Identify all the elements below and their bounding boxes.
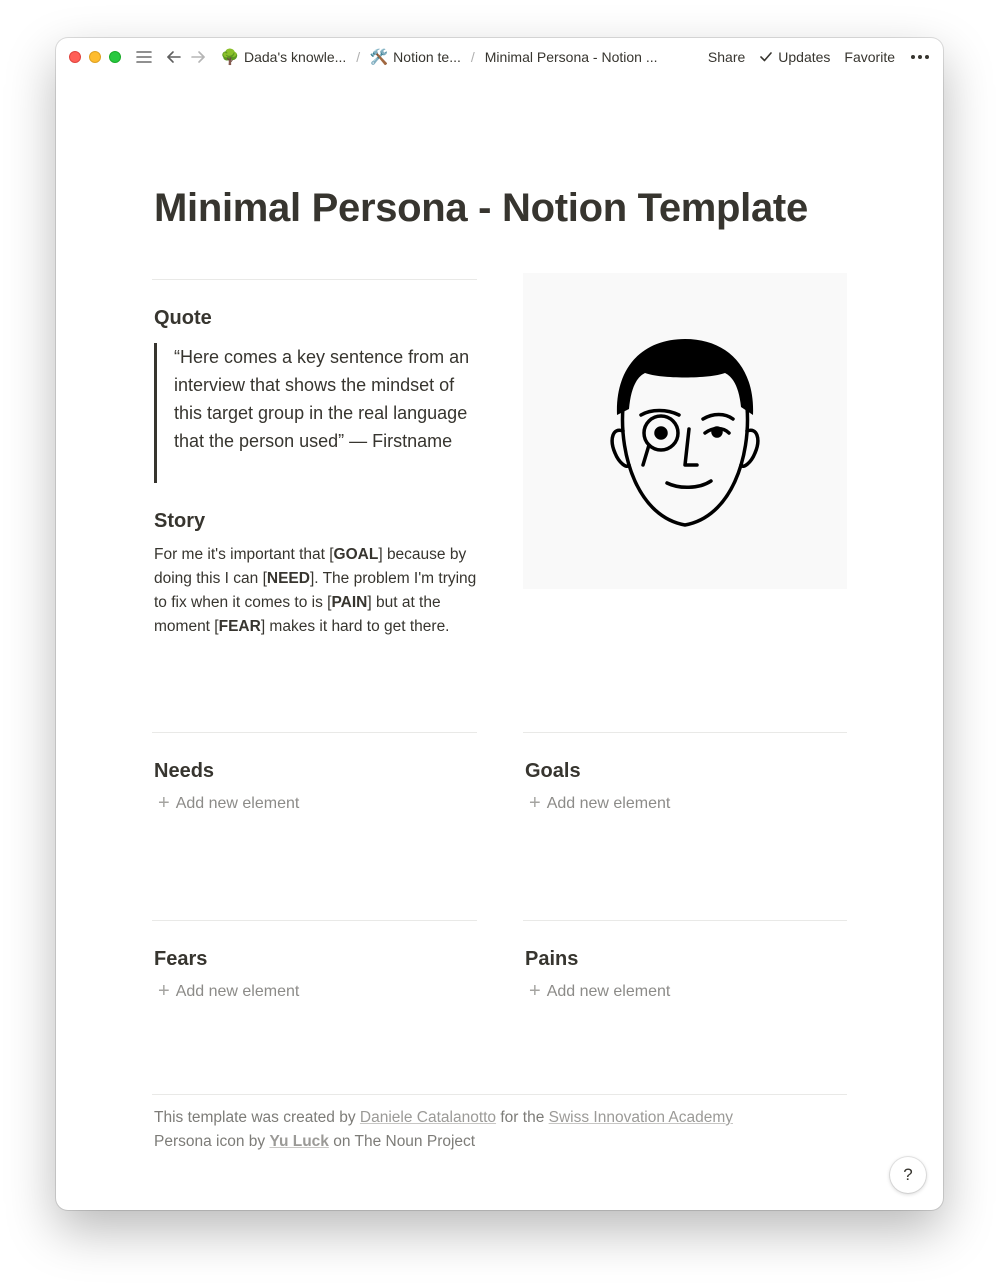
breadcrumb-item-current-page[interactable] [485,49,658,65]
breadcrumb-item-templates[interactable] [370,49,461,65]
icon-author-link[interactable]: Yu Luck [269,1133,329,1150]
plus-icon: + [529,980,541,1002]
goals-add-button[interactable] [529,792,671,814]
top-actions [694,38,929,76]
plus-icon: + [158,792,170,814]
checkmark-icon [759,50,773,64]
footer-text: for the [496,1109,549,1126]
add-label: Add new element [546,795,671,812]
add-label: Add new element [175,983,300,1000]
story-text-part: ] makes it hard to get there. [260,618,450,635]
quote-block[interactable]: “Here comes a key sentence from an interview that shows the mindset of this target group in the real language that the person used” — Firstname [154,343,474,483]
fears-heading[interactable]: Fears [154,948,208,970]
story-text-part: ] because by doing this I can [ [154,546,467,587]
footer-line [154,1106,854,1130]
divider [523,920,847,921]
plus-icon: + [158,980,170,1002]
minimize-window-button[interactable] [89,51,101,63]
updates-label: Updates [778,49,831,65]
author-link[interactable]: Daniele Catalanotto [359,1109,497,1126]
story-text-part: ] but at the moment [ [154,594,441,635]
fears-add-button[interactable] [158,980,300,1002]
share-button[interactable]: Share [707,49,746,65]
divider [152,920,477,921]
tools-icon: 🛠️ [369,48,389,66]
persona-face-icon [609,337,761,529]
quote-heading[interactable]: Quote [154,307,212,329]
academy-link[interactable]: Swiss Innovation Academy [548,1109,733,1126]
footer-text: on The Noun Project [328,1133,476,1150]
tree-icon: 🌳 [220,48,240,66]
divider [152,279,477,280]
pains-add-button[interactable] [529,980,671,1002]
breadcrumb-separator: / [470,49,475,65]
updates-button[interactable] [759,49,830,65]
divider [152,1094,847,1095]
top-bar [56,38,943,76]
pains-heading[interactable]: Pains [525,948,579,970]
help-button[interactable]: ? [890,1157,926,1193]
app-window [56,38,943,1210]
needs-add-button[interactable] [158,792,300,814]
story-text[interactable] [154,543,479,639]
breadcrumb-separator: / [356,49,361,65]
footer-text: Persona icon by [154,1133,270,1150]
divider [152,732,477,733]
sidebar-toggle-icon[interactable] [135,48,153,66]
goals-heading[interactable]: Goals [525,760,581,782]
more-options-icon[interactable] [911,55,929,59]
story-fear: FEAR [218,618,261,635]
story-text-part: ]. The problem I'm trying to fix when it comes to is [ [154,570,477,611]
divider [523,732,847,733]
breadcrumb-label: Minimal Persona - Notion ... [484,49,658,65]
add-label: Add new element [175,795,300,812]
breadcrumb-label: Notion te... [393,49,461,65]
breadcrumb [221,49,658,65]
back-arrow-icon[interactable] [165,48,183,66]
story-need: NEED [266,570,310,587]
breadcrumb-item-workspace[interactable] [221,49,346,65]
story-pain: PAIN [331,594,368,611]
story-heading[interactable]: Story [154,510,206,532]
story-text-part: For me it's important that [ [154,546,334,563]
footer-line [154,1130,854,1154]
add-label: Add new element [546,983,671,1000]
footer-credits [154,1106,854,1154]
footer-text: This template was created by [154,1109,360,1126]
close-window-button[interactable] [69,51,81,63]
window-controls [69,51,121,63]
plus-icon: + [529,792,541,814]
needs-heading[interactable]: Needs [154,760,215,782]
zoom-window-button[interactable] [109,51,121,63]
breadcrumb-label: Dada's knowle... [244,49,347,65]
page-title[interactable]: Minimal Persona - Notion Template [154,186,808,230]
favorite-button[interactable]: Favorite [844,49,895,65]
forward-arrow-icon[interactable] [189,48,207,66]
story-goal: GOAL [333,546,379,563]
persona-image[interactable] [523,273,847,589]
